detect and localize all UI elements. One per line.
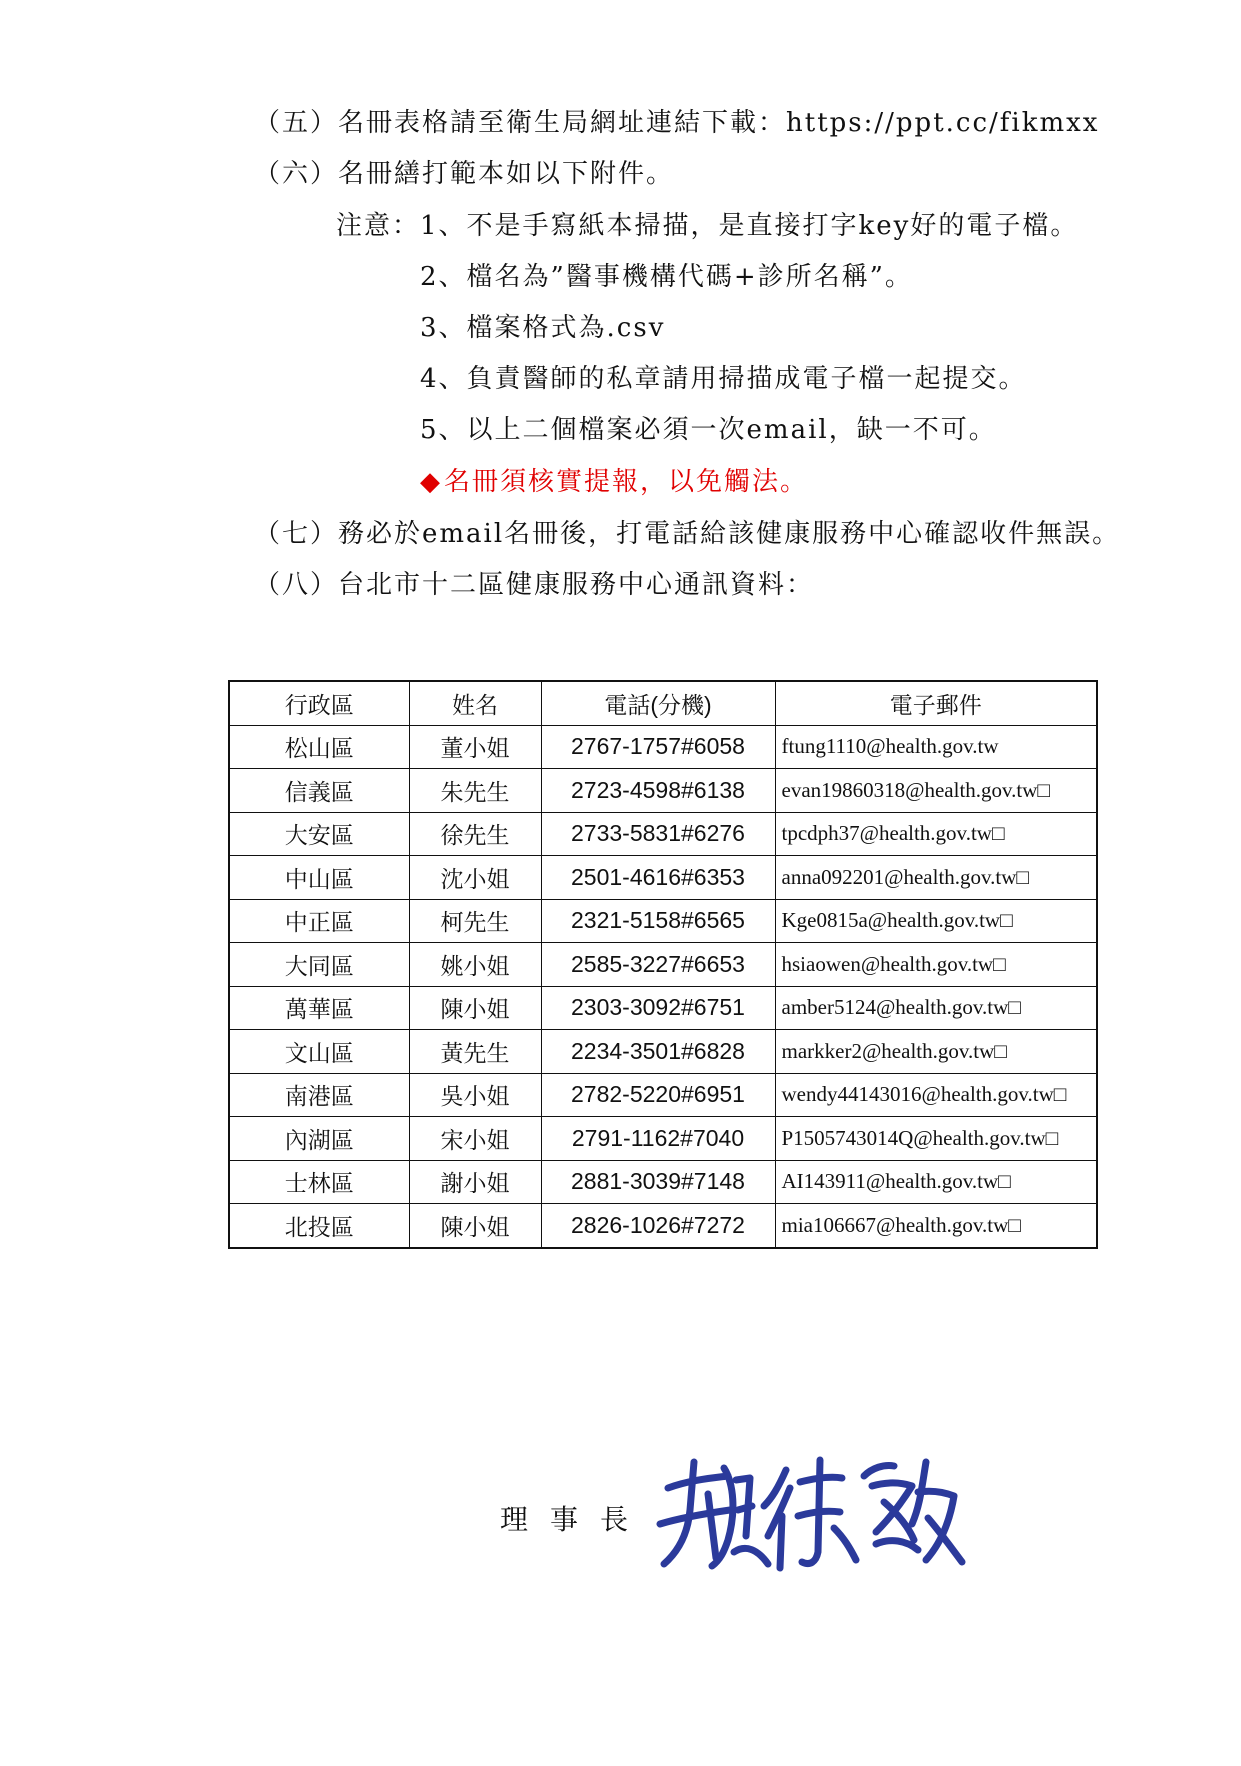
cell-phone: 2723-4598#6138 (541, 769, 775, 813)
cell-district: 北投區 (229, 1204, 409, 1248)
table-row (229, 986, 1097, 1030)
cell-phone: 2733-5831#6276 (541, 812, 775, 856)
table-row (229, 1160, 1097, 1204)
cell-district: 中山區 (229, 856, 409, 900)
note-2: 2、檔名為”醫事機構代碼+診所名稱”。 (420, 262, 913, 292)
chairman-signature (650, 1440, 970, 1580)
note-5: 5、以上二個檔案必須一次email，缺一不可。 (420, 415, 997, 445)
cell-name: 陳小姐 (409, 986, 541, 1030)
cell-email: Kge0815a@health.gov.tw□ (775, 899, 1097, 943)
cell-email: tpcdph37@health.gov.tw□ (775, 812, 1097, 856)
cell-district: 大安區 (229, 812, 409, 856)
cell-phone: 2767-1757#6058 (541, 725, 775, 769)
cell-phone: 2234-3501#6828 (541, 1030, 775, 1074)
item-five: （五）名冊表格請至衛生局網址連結下載：https://ppt.cc/fikmxx (254, 108, 1100, 138)
cell-email: ftung1110@health.gov.tw (775, 725, 1097, 769)
cell-name: 徐先生 (409, 812, 541, 856)
cell-email: amber5124@health.gov.tw□ (775, 986, 1097, 1030)
header-district: 行政區 (229, 681, 409, 725)
header-name: 姓名 (409, 681, 541, 725)
table-row (229, 1204, 1097, 1248)
cell-phone: 2303-3092#6751 (541, 986, 775, 1030)
cell-email: P1505743014Q@health.gov.tw□ (775, 1117, 1097, 1161)
warning-text: 名冊須核實提報，以免觸法。 (444, 467, 809, 497)
cell-phone: 2501-4616#6353 (541, 856, 775, 900)
cell-email: anna092201@health.gov.tw□ (775, 856, 1097, 900)
warning-line (420, 465, 808, 499)
cell-district: 文山區 (229, 1030, 409, 1074)
table-row (229, 943, 1097, 987)
cell-phone: 2585-3227#6653 (541, 943, 775, 987)
cell-name: 朱先生 (409, 769, 541, 813)
cell-district: 內湖區 (229, 1117, 409, 1161)
table-row (229, 769, 1097, 813)
table-row (229, 1117, 1097, 1161)
header-email: 電子郵件 (775, 681, 1097, 725)
note-1: 注意：1、不是手寫紙本掃描，是直接打字key好的電子檔。 (336, 211, 1079, 241)
item-eight: （八）台北市十二區健康服務中心通訊資料： (254, 570, 815, 600)
table-row (229, 1073, 1097, 1117)
table-header-row (229, 681, 1097, 725)
cell-phone: 2321-5158#6565 (541, 899, 775, 943)
note-3: 3、檔案格式為.csv (420, 313, 666, 343)
header-phone: 電話(分機) (541, 681, 775, 725)
cell-district: 大同區 (229, 943, 409, 987)
cell-email: wendy44143016@health.gov.tw□ (775, 1073, 1097, 1117)
table-row (229, 1030, 1097, 1074)
cell-district: 萬華區 (229, 986, 409, 1030)
cell-name: 黃先生 (409, 1030, 541, 1074)
contacts-table (228, 680, 1098, 1249)
cell-phone: 2826-1026#7272 (541, 1204, 775, 1248)
cell-email: markker2@health.gov.tw□ (775, 1030, 1097, 1074)
cell-name: 沈小姐 (409, 856, 541, 900)
cell-email: evan19860318@health.gov.tw□ (775, 769, 1097, 813)
cell-phone: 2782-5220#6951 (541, 1073, 775, 1117)
item-six: （六）名冊繕打範本如以下附件。 (254, 159, 675, 189)
cell-email: mia106667@health.gov.tw□ (775, 1204, 1097, 1248)
cell-district: 信義區 (229, 769, 409, 813)
cell-name: 謝小姐 (409, 1160, 541, 1204)
item-seven: （七）務必於email名冊後，打電話給該健康服務中心確認收件無誤。 (254, 519, 1121, 549)
cell-name: 董小姐 (409, 725, 541, 769)
cell-district: 南港區 (229, 1073, 409, 1117)
table-row (229, 812, 1097, 856)
cell-name: 宋小姐 (409, 1117, 541, 1161)
cell-email: AI143911@health.gov.tw□ (775, 1160, 1097, 1204)
note-4: 4、負責醫師的私章請用掃描成電子檔一起提交。 (420, 364, 1027, 394)
warning-diamond-icon: ◆ (420, 467, 442, 497)
table-row (229, 725, 1097, 769)
cell-district: 松山區 (229, 725, 409, 769)
cell-email: hsiaowen@health.gov.tw□ (775, 943, 1097, 987)
table-row (229, 856, 1097, 900)
cell-phone: 2791-1162#7040 (541, 1117, 775, 1161)
cell-district: 中正區 (229, 899, 409, 943)
cell-name: 陳小姐 (409, 1204, 541, 1248)
cell-district: 士林區 (229, 1160, 409, 1204)
cell-name: 吳小姐 (409, 1073, 541, 1117)
cell-name: 柯先生 (409, 899, 541, 943)
cell-name: 姚小姐 (409, 943, 541, 987)
cell-phone: 2881-3039#7148 (541, 1160, 775, 1204)
table-row (229, 899, 1097, 943)
chairman-title: 理事長 (500, 1503, 651, 1536)
